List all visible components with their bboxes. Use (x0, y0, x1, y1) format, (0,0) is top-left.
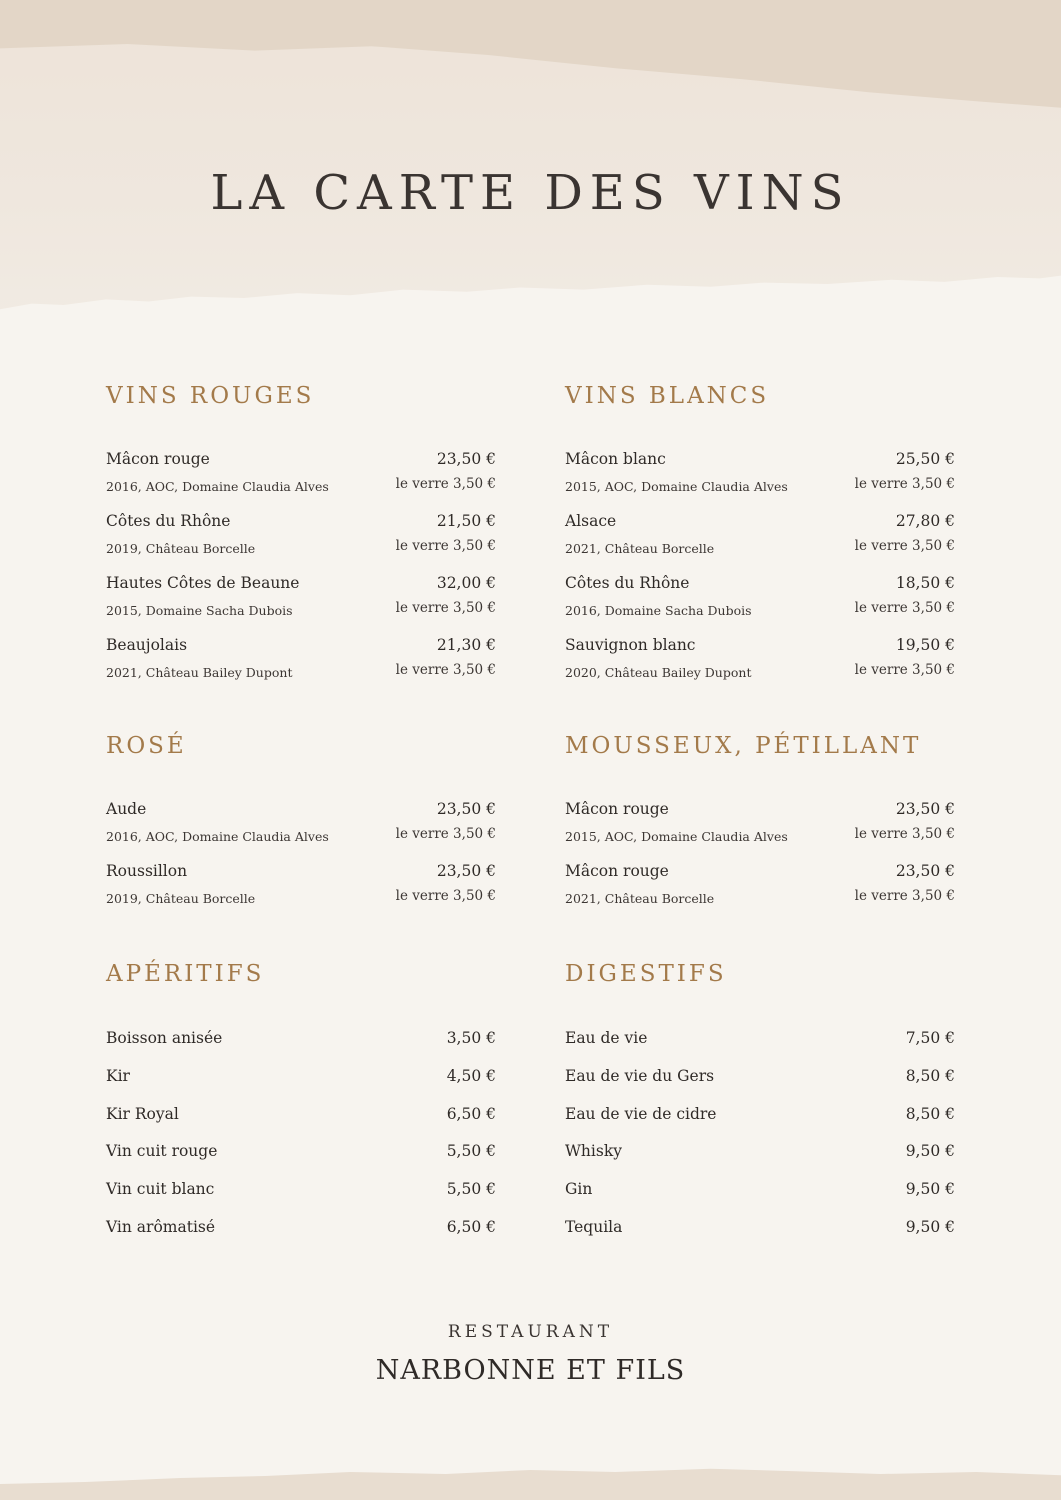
wine-name: Roussillon (106, 862, 188, 880)
glass-price: le verre 3,50 € (854, 476, 955, 492)
wine-detail: 2021, Château Borcelle (565, 541, 715, 556)
wine-name: Mâcon rouge (106, 450, 210, 468)
wine-name: Alsace (565, 512, 617, 530)
wine-price: 23,50 € (436, 800, 496, 818)
section-title: APÉRITIFS (106, 961, 265, 987)
wine-item (106, 636, 496, 698)
glass-price: le verre 3,50 € (395, 662, 496, 678)
drink-name: Vin arômatisé (106, 1217, 216, 1236)
wine-price: 23,50 € (436, 862, 496, 880)
wine-detail: 2019, Château Borcelle (106, 541, 256, 556)
wine-list (106, 800, 496, 924)
glass-price: le verre 3,50 € (395, 600, 496, 616)
drink-name: Whisky (565, 1142, 622, 1161)
list-item (565, 1029, 955, 1067)
drink-name: Gin (565, 1180, 593, 1199)
wine-item (565, 450, 955, 512)
wine-detail: 2015, Domaine Sacha Dubois (106, 603, 293, 618)
wine-detail: 2021, Château Bailey Dupont (106, 665, 293, 680)
drink-name: Boisson anisée (106, 1029, 223, 1047)
wine-price: 23,50 € (895, 800, 955, 818)
wine-name: Mâcon rouge (565, 800, 669, 818)
wine-item (106, 862, 496, 924)
drink-price: 8,50 € (905, 1066, 955, 1085)
glass-price: le verre 3,50 € (854, 600, 955, 616)
drink-price: 6,50 € (446, 1217, 496, 1236)
list-item (106, 1067, 496, 1105)
wine-price: 32,00 € (436, 574, 496, 592)
drink-name: Kir (106, 1066, 130, 1085)
wine-name: Côtes du Rhône (565, 574, 690, 592)
section-vins-blancs (565, 381, 955, 698)
wine-detail: 2015, AOC, Domaine Claudia Alves (565, 479, 788, 494)
wine-price: 21,30 € (436, 636, 496, 654)
wine-item (565, 636, 955, 698)
section-digestifs (565, 959, 955, 1256)
drink-name: Eau de vie (565, 1029, 648, 1047)
list-item (106, 1142, 496, 1180)
wine-detail: 2016, Domaine Sacha Dubois (565, 603, 752, 618)
wine-name: Hautes Côtes de Beaune (106, 574, 300, 592)
drink-price: 4,50 € (446, 1066, 496, 1085)
list-item (106, 1218, 496, 1256)
section-title: VINS BLANCS (565, 383, 770, 409)
section-rose (106, 731, 496, 924)
wine-name: Mâcon rouge (565, 862, 669, 880)
glass-price: le verre 3,50 € (395, 826, 496, 842)
wine-name: Mâcon blanc (565, 450, 666, 468)
wine-item (565, 862, 955, 924)
wine-price: 19,50 € (895, 636, 955, 654)
drink-price: 5,50 € (446, 1142, 496, 1161)
section-mousseux (565, 731, 955, 924)
drink-list (106, 1029, 496, 1256)
drink-name: Vin cuit rouge (106, 1142, 218, 1161)
drink-name: Kir Royal (106, 1104, 179, 1123)
drink-name: Tequila (565, 1217, 623, 1236)
glass-price: le verre 3,50 € (854, 662, 955, 678)
page-title: LA CARTE DES VINS (210, 165, 851, 221)
glass-price: le verre 3,50 € (395, 476, 496, 492)
wine-list (565, 450, 955, 698)
list-item (106, 1180, 496, 1218)
wine-detail: 2016, AOC, Domaine Claudia Alves (106, 829, 329, 844)
section-title: VINS ROUGES (106, 383, 315, 409)
glass-price: le verre 3,50 € (854, 888, 955, 904)
restaurant-name: NARBONNE ET FILS (375, 1355, 686, 1386)
list-item (565, 1142, 955, 1180)
wine-detail: 2019, Château Borcelle (106, 891, 256, 906)
wine-item (106, 450, 496, 512)
drink-name: Eau de vie du Gers (565, 1066, 715, 1085)
wine-name: Aude (106, 800, 147, 818)
drink-name: Eau de vie de cidre (565, 1104, 717, 1123)
wine-item (565, 800, 955, 862)
wine-detail: 2021, Château Borcelle (565, 891, 715, 906)
wine-name: Côtes du Rhône (106, 512, 231, 530)
footer-label: RESTAURANT (447, 1322, 614, 1342)
wine-detail: 2016, AOC, Domaine Claudia Alves (106, 479, 329, 494)
list-item (565, 1180, 955, 1218)
list-item (106, 1105, 496, 1143)
wine-list (565, 800, 955, 924)
wine-price: 18,50 € (895, 574, 955, 592)
drink-price: 5,50 € (446, 1180, 496, 1199)
wine-name: Beaujolais (106, 636, 188, 654)
drink-price: 9,50 € (905, 1142, 955, 1161)
wine-price: 21,50 € (436, 512, 496, 530)
wine-item (565, 512, 955, 574)
drink-price: 9,50 € (905, 1180, 955, 1199)
drink-price: 3,50 € (446, 1029, 496, 1047)
section-title: MOUSSEUX, PÉTILLANT (565, 733, 922, 759)
glass-price: le verre 3,50 € (854, 538, 955, 554)
wine-list (106, 450, 496, 698)
drink-price: 6,50 € (446, 1104, 496, 1123)
glass-price: le verre 3,50 € (854, 826, 955, 842)
wine-name: Sauvignon blanc (565, 636, 696, 654)
wine-detail: 2015, AOC, Domaine Claudia Alves (565, 829, 788, 844)
wine-price: 25,50 € (895, 450, 955, 468)
list-item (106, 1029, 496, 1067)
section-title: ROSÉ (106, 733, 187, 759)
list-item (565, 1218, 955, 1256)
wine-item (106, 574, 496, 636)
wine-price: 23,50 € (436, 450, 496, 468)
wine-item (106, 512, 496, 574)
glass-price: le verre 3,50 € (395, 888, 496, 904)
list-item (565, 1105, 955, 1143)
list-item (565, 1067, 955, 1105)
drink-price: 8,50 € (905, 1104, 955, 1123)
section-title: DIGESTIFS (565, 961, 727, 987)
drink-price: 9,50 € (905, 1217, 955, 1236)
wine-item (565, 574, 955, 636)
section-vins-rouges (106, 381, 496, 698)
drink-list (565, 1029, 955, 1256)
wine-price: 27,80 € (895, 512, 955, 530)
wine-detail: 2020, Château Bailey Dupont (565, 665, 752, 680)
glass-price: le verre 3,50 € (395, 538, 496, 554)
wine-item (106, 800, 496, 862)
drink-name: Vin cuit blanc (106, 1180, 215, 1199)
section-aperitifs (106, 959, 496, 1256)
drink-price: 7,50 € (905, 1029, 955, 1047)
paper-footer-edge (0, 1460, 1061, 1500)
wine-price: 23,50 € (895, 862, 955, 880)
